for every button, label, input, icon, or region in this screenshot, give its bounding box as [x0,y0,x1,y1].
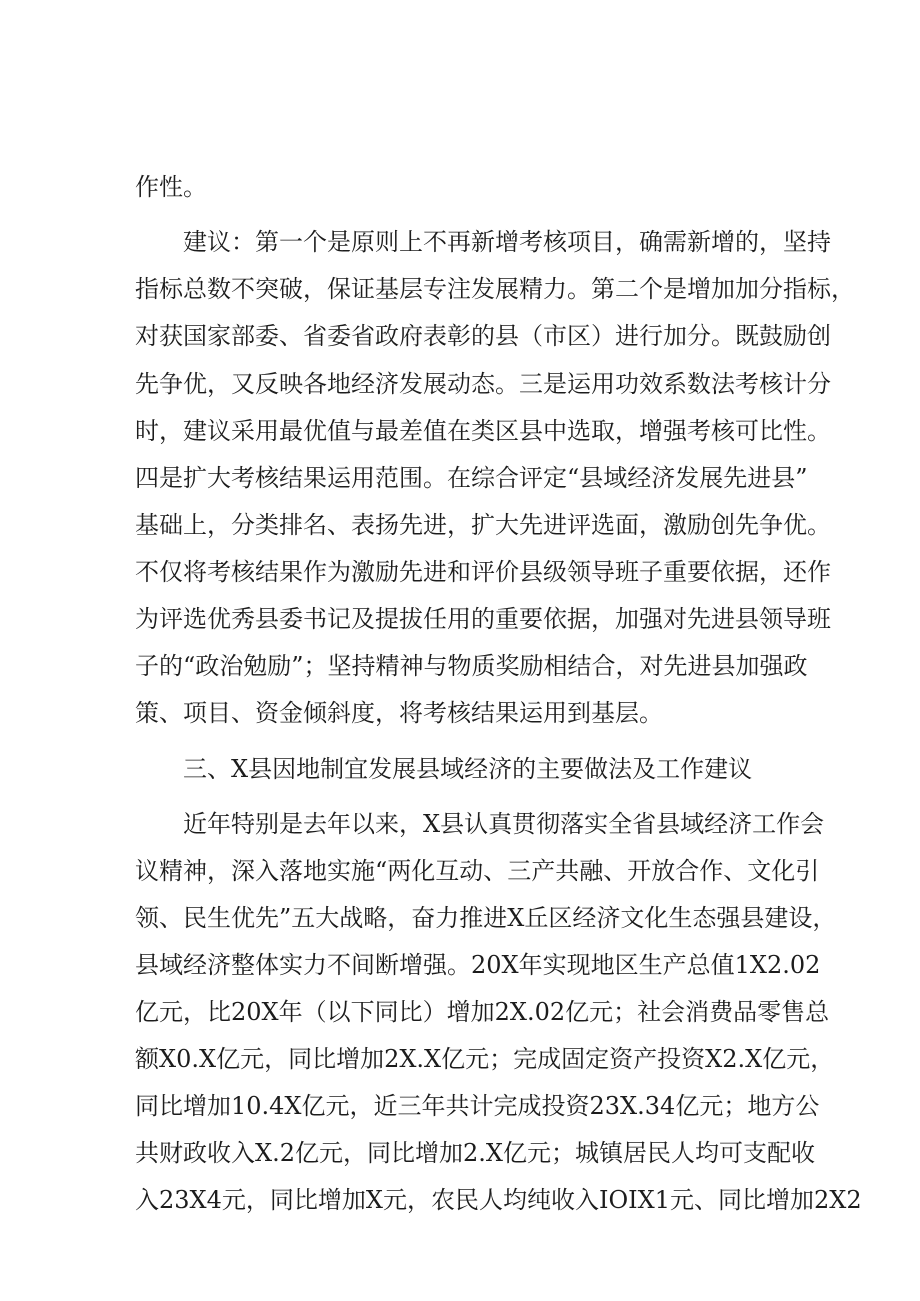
paragraph-2-line-5: 时，建议采用最优值与最差值在类区县中选取，增强考核可比性。 [135,417,831,445]
paragraph-4-line-6: 额X0.X亿元，同比增加2X.X亿元；完成固定资产投资X2.X亿元， [135,1045,835,1073]
section-heading: 三、X县因地制宜发展县域经济的主要做法及工作建议 [183,755,753,783]
paragraph-1-line-1: 作性。 [135,173,207,201]
paragraph-2-line-8: 不仅将考核结果作为激励先进和评价县级领导班子重要依据，还作 [135,558,831,586]
paragraph-2-line-10: 子的“政治勉励”；坚持精神与物质奖励相结合，对先进县加强政 [135,652,808,680]
paragraph-4-line-1: 近年特别是去年以来，X县认真贯彻落实全省县域经济工作会 [183,810,825,838]
paragraph-4-line-7: 同比增加10.4X亿元，近三年共计完成投资23X.34亿元；地方公 [135,1092,820,1120]
paragraph-4-line-3: 领、民生优先”五大战略，奋力推进X丘区经济文化生态强县建设， [135,904,837,932]
paragraph-2-line-1: 建议：第一个是原则上不再新增考核项目，确需新增的，坚持 [183,228,831,256]
paragraph-4-line-5: 亿元，比20X年（以下同比）增加2X.02亿元；社会消费品零售总 [135,998,830,1026]
paragraph-2-line-11: 策、项目、资金倾斜度，将考核结果运用到基层。 [135,699,663,727]
paragraph-2-line-9: 为评选优秀县委书记及提拔任用的重要依据，加强对先进县领导班 [135,605,831,633]
paragraph-2-line-3: 对获国家部委、省委省政府表彰的县（市区）进行加分。既鼓励创 [135,322,831,350]
paragraph-2-line-2: 指标总数不突破，保证基层专注发展精力。第二个是增加加分指标， [135,275,855,303]
paragraph-4-line-2: 议精神，深入落地实施“两化互动、三产共融、开放合作、文化引 [135,857,820,885]
paragraph-4-line-8: 共财政收入X.2亿元，同比增加2.X亿元；城镇居民人均可支配收 [135,1139,815,1167]
paragraph-2-line-7: 基础上，分类排名、表扬先进，扩大先进评选面，激励创先争优。 [135,511,831,539]
paragraph-4-line-9: 入23X4元，同比增加X元，农民人均纯收入IOIX1元、同比增加2X2 [135,1186,862,1214]
paragraph-2-line-6: 四是扩大考核结果运用范围。在综合评定“县域经济发展先进县” [135,464,808,492]
paragraph-4-line-4: 县域经济整体实力不间断增强。20X年实现地区生产总值1X2.02 [135,951,821,979]
paragraph-2-line-4: 先争优，又反映各地经济发展动态。三是运用功效系数法考核计分 [135,370,831,398]
